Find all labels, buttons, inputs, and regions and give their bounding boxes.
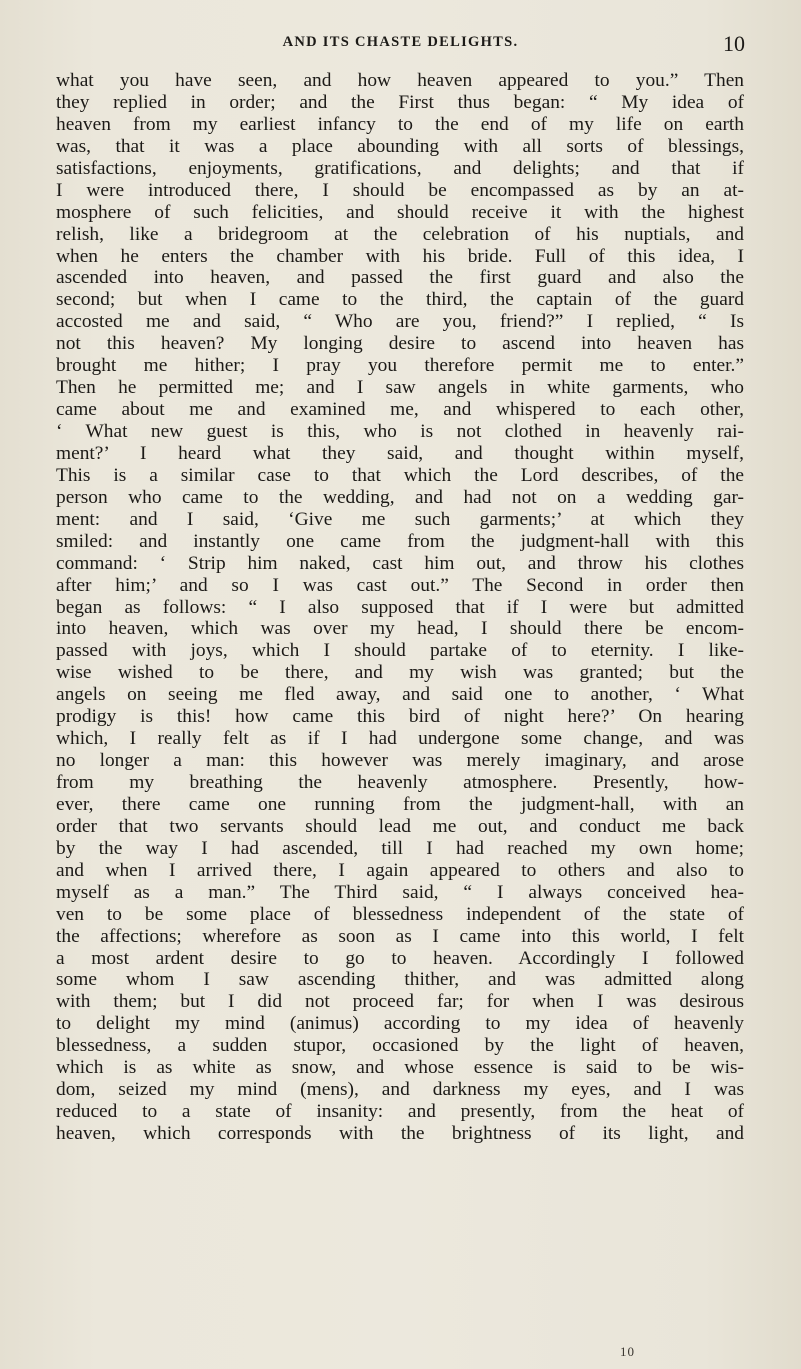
text-line: from my breathing the heavenly atmosphere. Presently, how- [56,772,744,793]
page-number: 10 [723,31,745,56]
text-line: prodigy is this! how came this bird of night here?’ On hearing [56,706,744,728]
text-line: a most ardent desire to go to heaven. Accordingly I followed [56,947,744,969]
text-line: no longer a man: this however was merely imaginary, and arose [56,750,744,772]
text-line: relish, like a bridegroom at the celebration of his nuptials, and [56,223,744,245]
text-line: passed with joys, which I should partake of to eternity. I like- [56,640,744,662]
text-line: they replied in order; and the First thus began: “ My idea of [56,91,744,113]
text-line: dom, seized my mind (mens), and darkness my eyes, and I was [56,1079,744,1101]
text-line: ment?’ I heard what they said, and thought within myself, [56,442,744,464]
running-head [0,31,801,57]
text-line: command: ‘ Strip him naked, cast him out, and throw his clothes [56,552,744,574]
text-line: some whom I saw ascending thither, and was admitted along [56,969,744,991]
body-text [56,70,744,1145]
text-line: reduced to a state of insanity: and presently, from the heat of [56,1101,744,1123]
signature-mark: 10 [620,1344,635,1359]
text-line: satisfactions, enjoyments, gratifications, and delights; and that if [56,157,744,179]
running-title: AND ITS CHASTE DELIGHTS. [282,34,519,50]
text-line: into heaven, which was over my head, I should there be encom- [56,618,744,640]
text-line: the affections; wherefore as soon as I came into this world, I felt [56,925,744,947]
text-line: with them; but I did not proceed far; for when I was desirous [56,991,744,1013]
text-line: after him;’ and so I was cast out.” The Second in order then [56,574,744,596]
text-line: to delight my mind (animus) according to my idea of heavenly [56,1013,744,1035]
text-line: and when I arrived there, I again appeared to others and also to [56,859,744,881]
text-line: what you have seen, and how heaven appeared to you.” Then [56,70,744,91]
text-line: accosted me and said, “ Who are you, friend?” I replied, “ Is [56,311,744,333]
text-line: which is as white as snow, and whose essence is said to be wis- [56,1057,744,1079]
text-line: began as follows: “ I also supposed that if I were but admitted [56,596,744,618]
text-line: heaven, which corresponds with the brightness of its light, and [56,1123,744,1144]
text-line: smiled: and instantly one came from the judgment-hall with this [56,530,744,552]
text-line: came about me and examined me, and whispered to each other, [56,399,744,421]
text-line: angels on seeing me fled away, and said one to another, ‘ What [56,684,744,706]
text-line: mosphere of such felicities, and should receive it with the highest [56,201,744,223]
text-line: by the way I had ascended, till I had reached my own home; [56,837,744,859]
text-line: ever, there came one running from the judgment-hall, with an [56,793,744,815]
text-line: was, that it was a place abounding with all sorts of blessings, [56,135,744,157]
text-line: when he enters the chamber with his bride. Full of this idea, I [56,245,744,267]
text-line: order that two servants should lead me out, and conduct me back [56,815,744,837]
text-line: blessedness, a sudden stupor, occasioned by the light of heaven, [56,1035,744,1057]
text-line: myself as a man.” The Third said, “ I always conceived hea- [56,881,744,903]
text-line: heaven from my earliest infancy to the end of my life on earth [56,113,744,135]
text-line: ‘ What new guest is this, who is not clothed in heavenly rai- [56,421,744,442]
text-line: This is a similar case to that which the Lord describes, of the [56,464,744,486]
text-line: wise wished to be there, and my wish was granted; but the [56,662,744,684]
text-line: person who came to the wedding, and had not on a wedding gar- [56,486,744,508]
text-line: which, I really felt as if I had undergone some change, and was [56,728,744,750]
text-line: ven to be some place of blessedness independent of the state of [56,903,744,925]
text-line: ment: and I said, ‘Give me such garments;’ at which they [56,508,744,530]
text-line: second; but when I came to the third, the captain of the guard [56,289,744,311]
text-line: brought me hither; I pray you therefore permit me to enter.” [56,355,744,377]
text-line: Then he permitted me; and I saw angels in white garments, who [56,377,744,399]
text-line: not this heaven? My longing desire to ascend into heaven has [56,333,744,355]
text-line: I were introduced there, I should be encompassed as by an at- [56,179,744,201]
text-line: ascended into heaven, and passed the first guard and also the [56,267,744,289]
